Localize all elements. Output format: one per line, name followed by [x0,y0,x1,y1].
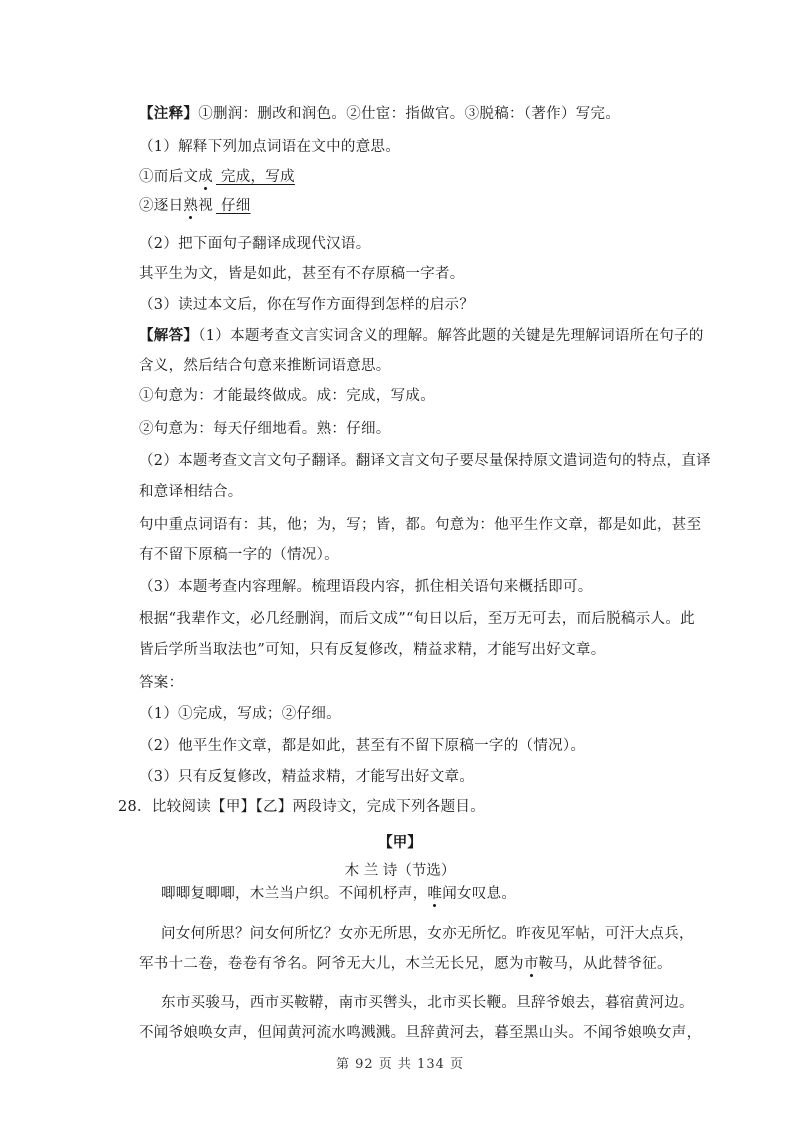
analysis-line-8: 有不留下原稿一字的（情况）。 [139,547,339,563]
poem-line-1-a: 唧唧复唧唧，木兰当户织。不闻机杼声， [161,886,428,902]
poem-line-4: 东市买骏马，西市买鞍鞯，南市买辔头，北市买长鞭。旦辞爷娘去，暮宿黄河边。 [161,995,694,1011]
poem-line-1-b: 闻女叹息。 [442,886,517,902]
q3-title: （3）读过本文后，你在写作方面得到怎样的启示？ [139,297,475,313]
notes-tag: 【注释】 [139,105,199,122]
q2-sentence: 其平生为文，皆是如此，甚至有不存原稿一字者。 [139,266,465,282]
emphasis-dot-cheng: 成 [198,169,214,185]
q1-item2 [139,197,254,215]
analysis-line-9: （3）本题考查内容理解。梳理语段内容，抓住相关语句来概括即可。 [139,579,593,595]
q1-item1-answer: 完成，写成 [216,169,295,185]
analysis-line-3: ①句意为：才能最终做成。成：完成，写成。 [139,388,435,404]
analysis-line-4: ②句意为：每天仔细地看。熟：仔细。 [139,421,391,437]
poem-line-3 [139,955,672,973]
answer-line-3: （3）只有反复修改，精益求精，才能写出好文章。 [139,769,475,785]
analysis-line-10: 根据“我辈作文，必几经删润，而后文成”“旬日以后，至万无可去，而后脱稿示人。此 [139,611,695,627]
q1-item2-answer: 仔细 [216,198,251,214]
notes-text: ①删润：删改和润色。②仕宦：指做官。③脱稿：（著作）写完。 [198,106,621,122]
analysis-line-1 [139,327,704,345]
poem-section-label: 【甲】 [378,834,422,851]
analysis-line-2: 含义，然后结合句意来推断词语意思。 [139,358,391,374]
analysis-line-6: 和意译相结合。 [139,484,243,500]
emphasis-dot-shu: 熟 [183,198,199,214]
answer-label: 答案： [139,675,184,691]
answer-line-2: （2）他平生作文章，都是如此，甚至有不留下原稿一字的（情况）。 [139,738,586,754]
analysis-text-1: （1）本题考查文言实词含义的理解。解答此题的关键是先理解词语所在句子的 [198,328,704,344]
q1-item1 [139,168,298,186]
answer-line-1: （1）①完成，写成；②仔细。 [139,706,341,722]
poem-title: 木 兰 诗（节选） [344,863,456,879]
poem-line-3-a: 军书十二卷，卷卷有爷名。阿爷无大儿，木兰无长兄，愿为 [139,956,524,972]
q1-item2-suffix: 视 [198,198,214,214]
q2-title: （2）把下面句子翻译成现代汉语。 [139,236,371,252]
analysis-line-5: （2）本题考查文言文句子翻译。翻译文言文句子要尽量保持原文遣词造句的特点，直译 [139,453,711,469]
poem-line-1 [161,885,516,903]
page-footer: 第 92 页 共 134 页 [335,1057,465,1072]
poem-line-3-b: 鞍马，从此替爷征。 [538,956,672,972]
q1-item1-prefix: ①而后文 [139,169,199,185]
poem-line-2: 问女何所思？问女何所忆？女亦无所思，女亦无所忆。昨夜见军帖，可汗大点兵， [161,926,694,942]
q1-title: （1）解释下列加点词语在文中的意思。 [139,139,401,155]
poem-line-5: 不闻爷娘唤女声，但闻黄河流水鸣溅溅。旦辞黄河去，暮至黑山头。不闻爷娘唤女声， [139,1025,702,1041]
emphasis-dot-wei: 唯 [427,886,443,902]
analysis-tag: 【解答】 [139,327,199,344]
analysis-line-7: 句中重点词语有：其，他；为，写；皆，都。句意为：他平生作文章，都是如此，甚至 [139,517,702,533]
emphasis-dot-shi: 市 [523,956,539,972]
question-28: 28．比较阅读【甲】【乙】两段诗文，完成下列各题目。 [118,799,485,815]
analysis-line-11: 皆后学所当取法也”可知，只有反复修改，精益求精，才能写出好文章。 [139,642,606,658]
notes-line [139,105,620,123]
q1-item2-prefix: ②逐日 [139,198,184,214]
